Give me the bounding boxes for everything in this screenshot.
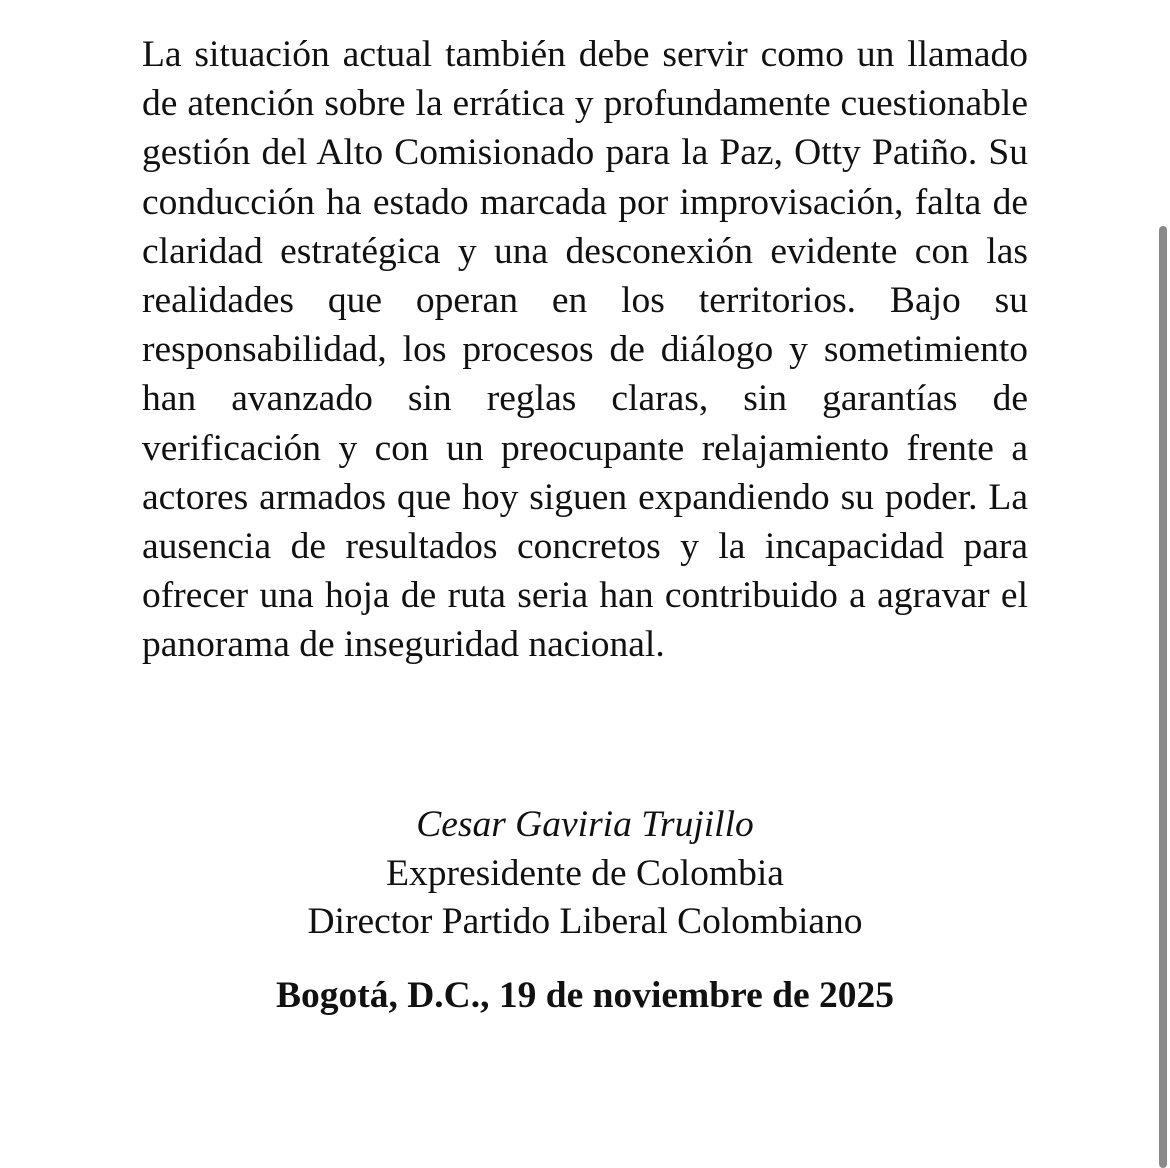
date-line: Bogotá, D.C., 19 de noviembre de 2025 [275, 975, 895, 1016]
body-paragraph: La situación actual también debe servir como un llamado de atención sobre la errática y profundamente cuestionable gestión del Alto Comisionado para la Paz, Otty Patiño. Su conducción ha estado marcada por improvisación, falta de claridad estratégica y una desconexión evidente con las realidades que operan en los territorios. Bajo su responsabilidad, los procesos de diálogo y sometimiento han avanzado sin reglas claras, sin garantías de verificación y con un preocupante relajamiento frente a actores armados que hoy siguen expandiendo su poder. La ausencia de resultados concretos y la incapacidad para ofrecer una hoja de ruta seria han contribuido a agravar el panorama de inseguridad nacional. [142, 34, 1028, 666]
scrollbar-thumb[interactable] [1159, 226, 1167, 1168]
signatory-title-1: Expresidente de Colombia [386, 853, 784, 894]
signatory-name: Cesar Gaviria Trujillo [416, 804, 754, 845]
signatory-title-2: Director Partido Liberal Colombiano [307, 901, 863, 942]
vertical-scrollbar[interactable] [1156, 226, 1170, 1168]
